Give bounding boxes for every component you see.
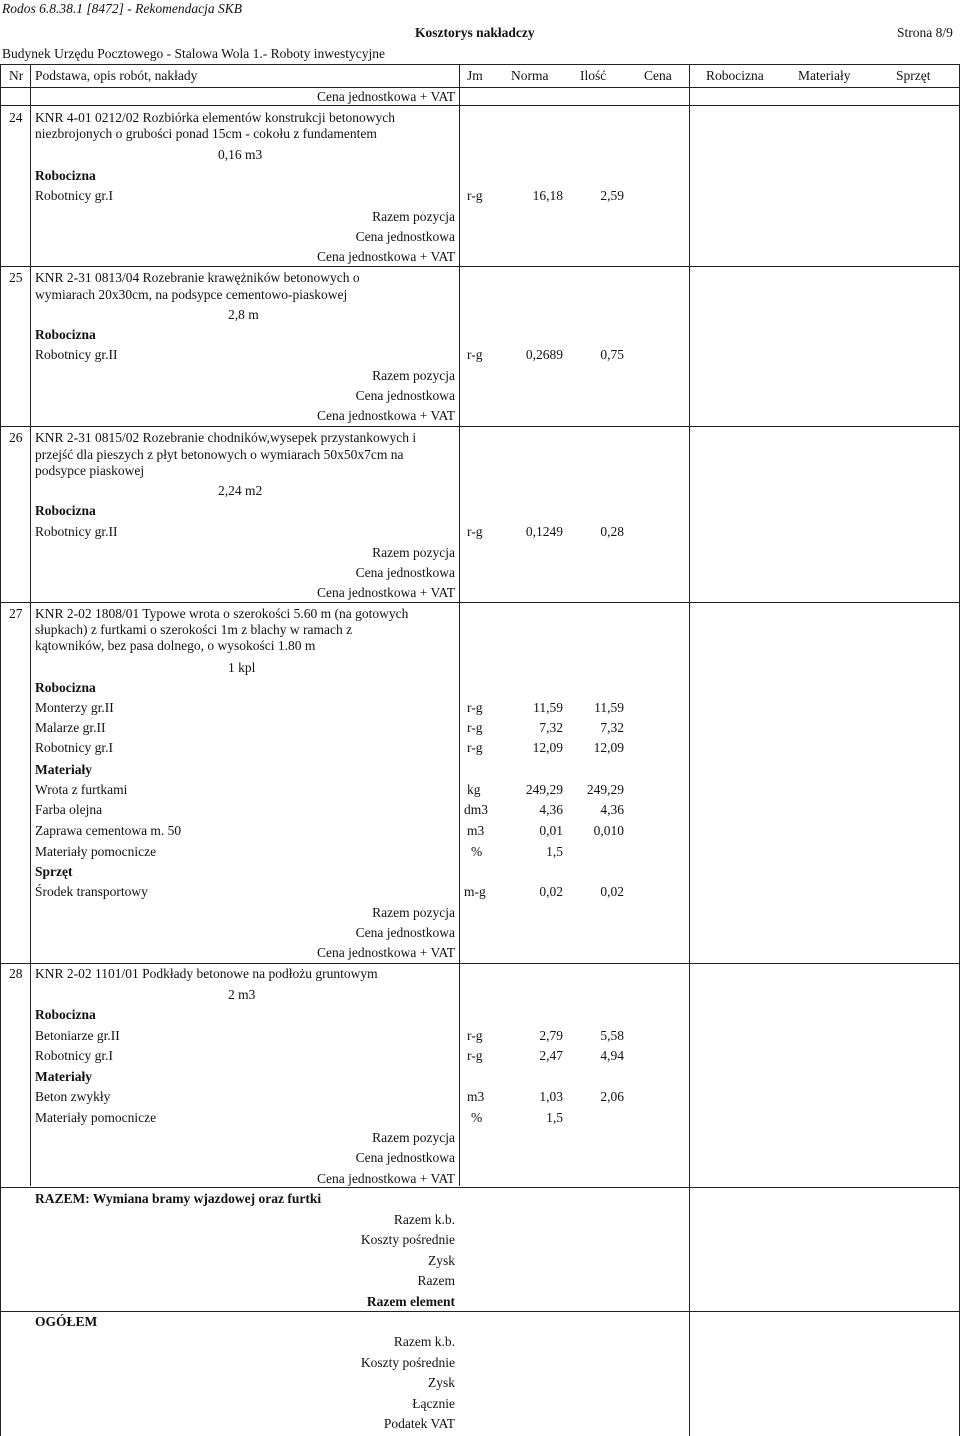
resource-unit: kg	[467, 782, 481, 797]
item-description: podsypce piaskowej	[35, 463, 145, 478]
resource-name: Beton zwykły	[35, 1089, 111, 1104]
row-separator	[0, 426, 960, 427]
resource-ilosc: 7,32	[600, 720, 624, 735]
razem-pozycja-label: Razem pozycja	[372, 545, 455, 560]
zysk-label: Zysk	[428, 1375, 455, 1390]
item-number: 25	[9, 270, 23, 285]
resource-name: Materiały pomocnicze	[35, 1110, 157, 1125]
resource-norma: 2,47	[539, 1048, 563, 1063]
resource-norma: 4,36	[539, 802, 563, 817]
cena-jednostkowa-label: Cena jednostkowa	[355, 388, 455, 403]
item-description: przejść dla pieszych z płyt betonowych o wymiarach 50x50x7cm na	[35, 447, 404, 462]
resource-ilosc: 0,02	[600, 884, 624, 899]
cena-jednostkowa-vat-label: Cena jednostkowa + VAT	[317, 1171, 455, 1186]
row-separator	[0, 105, 960, 106]
resource-unit: r-g	[467, 188, 483, 203]
resource-unit: r-g	[467, 1048, 483, 1063]
section-materialy: Materiały	[35, 1069, 92, 1084]
table-left-border	[0, 64, 1, 1436]
resource-ilosc: 2,06	[600, 1089, 624, 1104]
section-robocizna: Robocizna	[35, 1007, 96, 1022]
row-separator	[0, 266, 960, 267]
item-description: KNR 2-31 0813/04 Rozebranie krawężników betonowych o	[35, 270, 360, 285]
item-quantity: 2,24 m2	[218, 483, 263, 498]
resource-ilosc: 0,28	[600, 524, 624, 539]
resource-name: Robotnicy gr.I	[35, 188, 113, 203]
resource-name: Robotnicy gr.II	[35, 347, 118, 362]
item-number: 28	[9, 966, 23, 981]
col-header-cena: Cena	[644, 68, 672, 83]
resource-name: Robotnicy gr.I	[35, 1048, 113, 1063]
resource-ilosc: 2,59	[600, 188, 624, 203]
item-description: kątowników, bez pasa dolnego, o wysokości 1.80 m	[35, 638, 316, 653]
row-separator	[0, 1311, 960, 1312]
resource-unit: r-g	[467, 740, 483, 755]
col-header-sprzet: Sprzęt	[896, 68, 931, 83]
resource-unit: r-g	[467, 524, 483, 539]
item-description: KNR 4-01 0212/02 Rozbiórka elementów konstrukcji betonowych	[35, 110, 395, 125]
cena-jednostkowa-label: Cena jednostkowa	[355, 1150, 455, 1165]
resource-unit: r-g	[467, 1028, 483, 1043]
resource-norma: 1,03	[539, 1089, 563, 1104]
col-header-materialy: Materiały	[798, 68, 851, 83]
razem-pozycja-label: Razem pozycja	[372, 209, 455, 224]
item-number: 27	[9, 606, 23, 621]
koszty-posrednie-label: Koszty pośrednie	[360, 1355, 455, 1370]
project-name: Budynek Urzędu Pocztowego - Stalowa Wola 1.- Roboty inwestycyjne	[2, 46, 385, 61]
razem-label: Razem	[417, 1273, 455, 1288]
section-robocizna: Robocizna	[35, 327, 96, 342]
razem-kb-label: Razem k.b.	[393, 1334, 455, 1349]
col-header-jm: Jm	[467, 68, 483, 83]
item-description: niezbrojonych o grubości ponad 15cm - cokołu z fundamentem	[35, 126, 377, 141]
col-header-ilosc: Ilość	[580, 68, 607, 83]
item-number: 26	[9, 430, 23, 445]
cena-jednostkowa-vat-label: Cena jednostkowa + VAT	[317, 945, 455, 960]
resource-unit: r-g	[467, 700, 483, 715]
section-robocizna: Robocizna	[35, 680, 96, 695]
zysk-label: Zysk	[428, 1253, 455, 1268]
document-title: Kosztorys nakładczy	[415, 25, 535, 40]
resource-norma: 11,59	[533, 700, 563, 715]
resource-norma: 1,5	[546, 1110, 563, 1125]
resource-ilosc: 11,59	[594, 700, 624, 715]
item-description: KNR 2-02 1808/01 Typowe wrota o szerokości 5.60 m (na gotowych	[35, 606, 409, 621]
podatek-vat-label: Podatek VAT	[383, 1416, 455, 1431]
resource-unit: %	[471, 1110, 483, 1125]
page-number: Strona 8/9	[897, 25, 953, 40]
item-number: 24	[9, 110, 23, 125]
header-bottom-border	[0, 87, 960, 88]
col-header-norma: Norma	[511, 68, 549, 83]
row-separator	[0, 1187, 960, 1188]
section-sprzet: Sprzęt	[35, 864, 73, 879]
resource-name: Betoniarze gr.II	[35, 1028, 120, 1043]
nr-column-divider	[30, 64, 31, 1186]
resource-unit: r-g	[467, 720, 483, 735]
cena-jednostkowa-label: Cena jednostkowa	[355, 229, 455, 244]
resource-norma: 2,79	[539, 1028, 563, 1043]
cena-jednostkowa-vat-label: Cena jednostkowa + VAT	[317, 585, 455, 600]
program-name: Rodos 6.8.38.1 [8472] - Rekomendacja SKB	[2, 1, 242, 16]
resource-unit: r-g	[467, 347, 483, 362]
lacznie-label: Łącznie	[412, 1396, 455, 1411]
summary-title: RAZEM: Wymiana bramy wjazdowej oraz furtki	[35, 1191, 322, 1206]
resource-name: Materiały pomocnicze	[35, 844, 157, 859]
resource-norma: 7,32	[539, 720, 563, 735]
resource-name: Robotnicy gr.I	[35, 740, 113, 755]
resource-name: Robotnicy gr.II	[35, 524, 118, 539]
cena-jednostkowa-label: Cena jednostkowa	[355, 565, 455, 580]
section-materialy: Materiały	[35, 762, 92, 777]
item-quantity: 2 m3	[228, 987, 256, 1002]
razem-pozycja-label: Razem pozycja	[372, 1130, 455, 1145]
item-quantity: 0,16 m3	[218, 147, 263, 162]
resource-name: Wrota z furtkami	[35, 782, 128, 797]
cena-jednostkowa-vat-label: Cena jednostkowa + VAT	[317, 408, 455, 423]
resource-ilosc: 4,94	[600, 1048, 624, 1063]
resource-norma: 16,18	[532, 188, 563, 203]
resource-ilosc: 249,29	[586, 782, 624, 797]
item-quantity: 2,8 m	[228, 307, 259, 322]
col-header-description: Podstawa, opis robót, nakłady	[35, 68, 198, 83]
resource-name: Malarze gr.II	[35, 720, 106, 735]
resource-unit: m-g	[464, 884, 486, 899]
razem-element-label: Razem element	[366, 1294, 455, 1309]
cena-jednostkowa-vat-label: Cena jednostkowa + VAT	[317, 89, 455, 104]
resource-unit: dm3	[464, 802, 489, 817]
item-description: KNR 2-02 1101/01 Podkłady betonowe na podłożu gruntowym	[35, 966, 378, 981]
resource-ilosc: 5,58	[600, 1028, 624, 1043]
section-robocizna: Robocizna	[35, 168, 96, 183]
resource-norma: 0,02	[539, 884, 563, 899]
resource-ilosc: 0,75	[600, 347, 624, 362]
resource-ilosc: 4,36	[600, 802, 624, 817]
resource-unit: m3	[467, 823, 485, 838]
item-description: słupkach) z furtkami o szerokości 1m z blachy w ramach z	[35, 622, 353, 637]
resource-ilosc: 0,010	[593, 823, 624, 838]
razem-pozycja-label: Razem pozycja	[372, 368, 455, 383]
row-separator	[0, 963, 960, 964]
desc-column-divider	[459, 64, 460, 1186]
table-top-border	[0, 64, 960, 65]
razem-kb-label: Razem k.b.	[393, 1212, 455, 1227]
resource-norma: 0,01	[539, 823, 563, 838]
item-quantity: 1 kpl	[228, 660, 256, 675]
grand-total-title: OGÓŁEM	[35, 1314, 98, 1329]
resource-norma: 12,09	[532, 740, 563, 755]
cena-column-divider	[689, 64, 690, 1436]
koszty-posrednie-label: Koszty pośrednie	[360, 1232, 455, 1247]
resource-name: Środek transportowy	[35, 884, 148, 899]
cena-jednostkowa-label: Cena jednostkowa	[355, 925, 455, 940]
resource-name: Monterzy gr.II	[35, 700, 114, 715]
col-header-nr: Nr	[9, 68, 24, 83]
resource-norma: 0,1249	[525, 524, 563, 539]
row-separator	[0, 602, 960, 603]
resource-norma: 1,5	[546, 844, 563, 859]
item-description: KNR 2-31 0815/02 Rozebranie chodników,wysepek przystankowych i	[35, 430, 417, 445]
resource-name: Farba olejna	[35, 802, 103, 817]
item-description: wymiarach 20x30cm, na podsypce cementowo-piaskowej	[35, 287, 348, 302]
razem-pozycja-label: Razem pozycja	[372, 905, 455, 920]
section-robocizna: Robocizna	[35, 503, 96, 518]
resource-name: Zaprawa cementowa m. 50	[35, 823, 182, 838]
resource-unit: %	[471, 844, 483, 859]
col-header-robocizna: Robocizna	[706, 68, 764, 83]
resource-ilosc: 12,09	[593, 740, 624, 755]
resource-norma: 0,2689	[525, 347, 563, 362]
resource-unit: m3	[467, 1089, 485, 1104]
cena-jednostkowa-vat-label: Cena jednostkowa + VAT	[317, 249, 455, 264]
resource-norma: 249,29	[525, 782, 563, 797]
